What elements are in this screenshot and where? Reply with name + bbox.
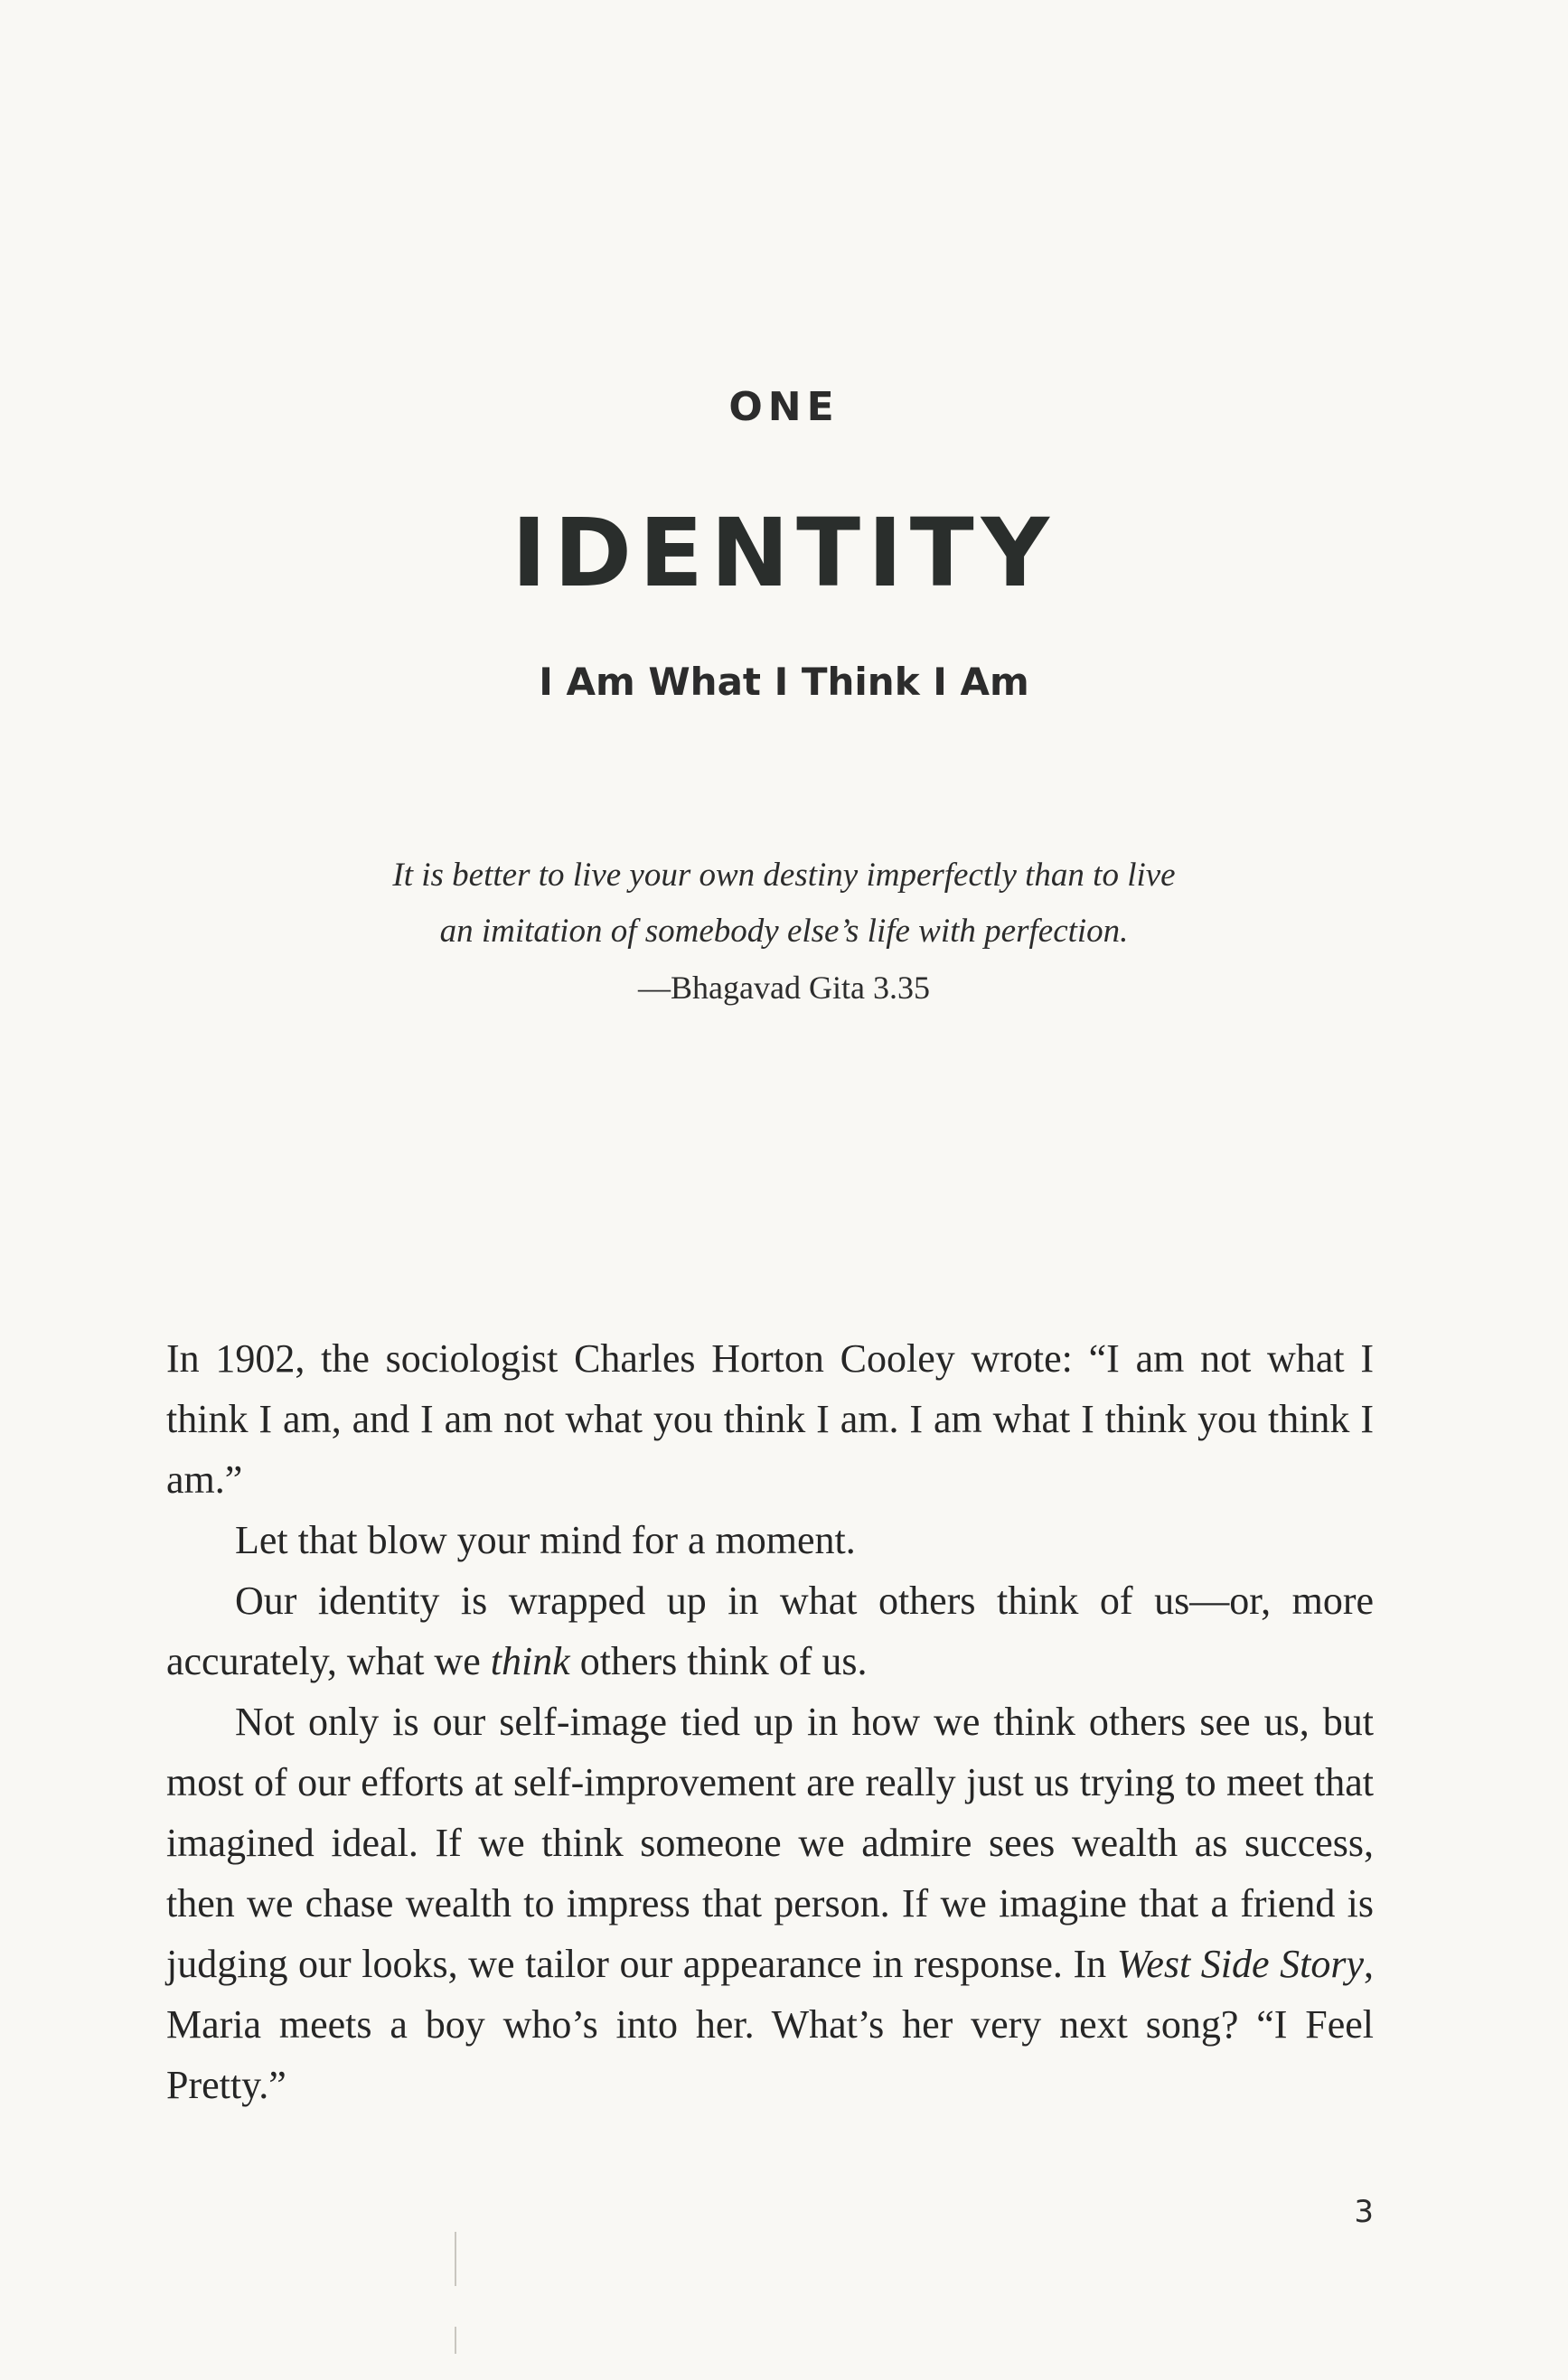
chapter-subtitle: I Am What I Think I Am [539, 660, 1029, 704]
epigraph [0, 848, 1568, 1016]
epigraph-line-1: It is better to live your own destiny imperfectly than to live [392, 857, 1176, 894]
chapter-title: IDENTITY [512, 498, 1056, 608]
paragraph-3 [166, 1570, 1374, 1691]
body-text [166, 1328, 1374, 2115]
paragraph-3-text-b: others think of us. [569, 1639, 868, 1683]
epigraph-line-2: an imitation of somebody else’s life with perfection. [439, 913, 1129, 950]
paragraph-3-emphasis: think [490, 1639, 570, 1683]
page-number: 3 [1354, 2194, 1374, 2230]
chapter-number: ONE [728, 384, 840, 430]
paragraph-4-emphasis: West Side Story [1116, 1942, 1364, 1986]
paragraph-2: Let that blow your mind for a moment. [235, 1518, 856, 1562]
paragraph-1: In 1902, the sociologist Charles Horton Cooley wrote: “I am not what I think I am, and I am not what you think I am. I am what I think you think I am.” [166, 1336, 1374, 1502]
paragraph-4-text-b: , Maria meets a boy who’s into her. What’s her very next song? “I Feel Pretty.” [166, 1942, 1374, 2107]
paragraph-4 [166, 1691, 1374, 2115]
scan-artifact-mark [455, 2327, 456, 2354]
paragraph-4-text-a: Not only is our self-image tied up in how we think others see us, but most of our efforts at self-improvement are really just us trying to meet that imagined ideal. If we think someone we admire sees wealth as success, then we chase wealth to impress that person. If we imagine that a friend is judging our looks, we tailor our appearance in response. In [166, 1700, 1374, 1986]
epigraph-source: —Bhagavad Gita 3.35 [638, 970, 930, 1006]
scan-artifact-mark [455, 2232, 456, 2286]
paragraph-3-text-a: Our identity is wrapped up in what others think of us—or, more accurately, what we [166, 1579, 1374, 1683]
